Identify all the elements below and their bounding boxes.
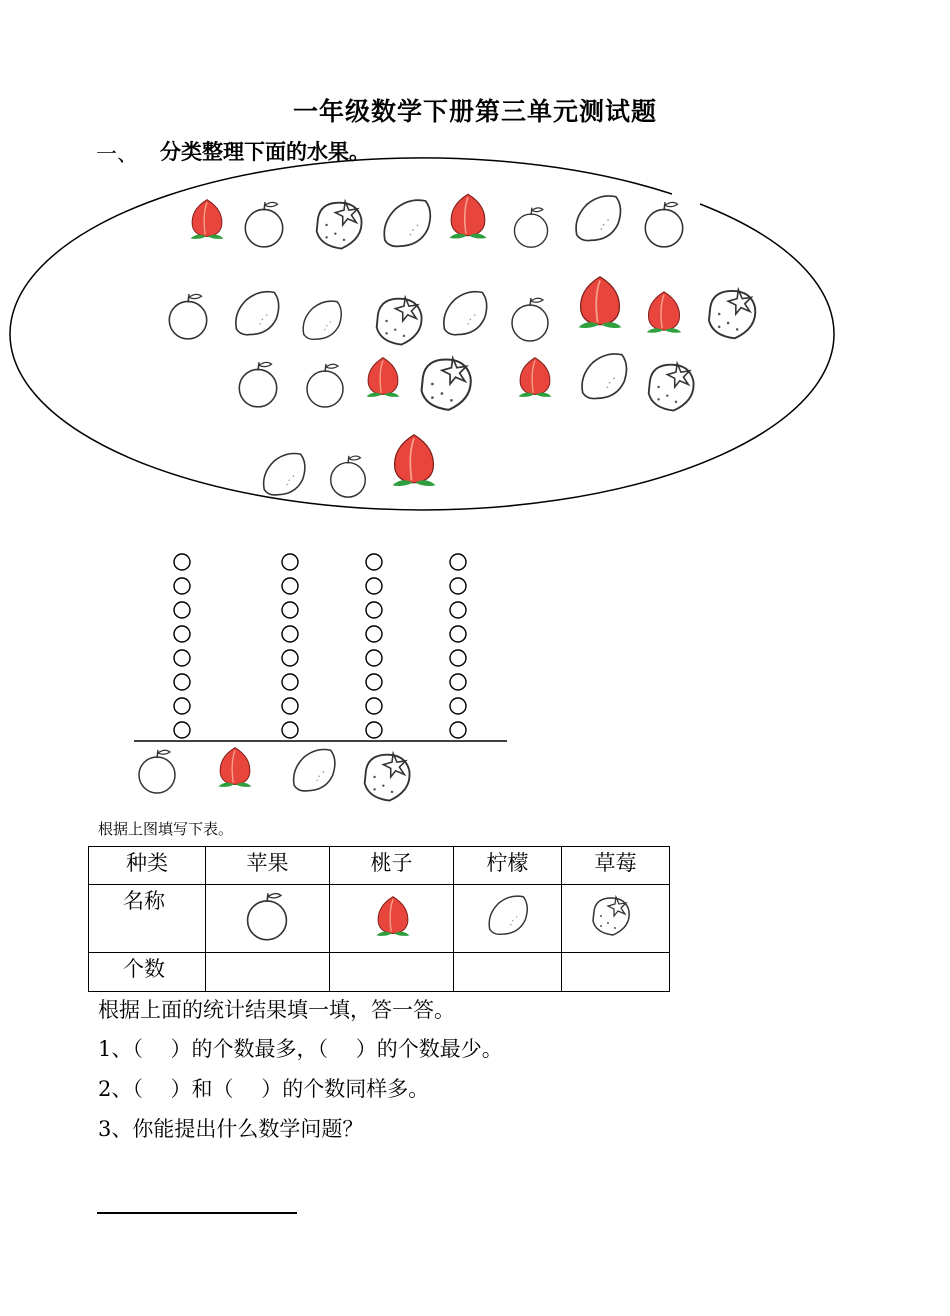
tally-circle-strawberry[interactable] [450,578,466,594]
tally-circle-peach[interactable] [282,554,298,570]
tally-circle-apple[interactable] [174,722,190,738]
apple-icon [638,198,690,254]
tally-circle-peach[interactable] [282,674,298,690]
table-header-peach: 桃子 [330,847,454,885]
tally-circle-apple[interactable] [174,698,190,714]
tally-circle-peach[interactable] [282,626,298,642]
tally-circle-strawberry[interactable] [450,674,466,690]
tally-circle-peach[interactable] [282,578,298,594]
strawberry-icon [700,282,764,350]
table-count-apple[interactable] [206,953,330,992]
apple-icon [508,204,554,254]
tally-circle-apple[interactable] [174,650,190,666]
strawberry-icon [412,350,480,422]
peach-icon [442,190,494,246]
peach-icon [370,893,453,944]
question-1: 1、（ ）的个数最多，（ ）的个数最少。 [98,1037,503,1061]
peach-icon [512,354,558,404]
table-row-kind [89,847,670,885]
peach-icon [360,354,406,404]
table-header-apple: 苹果 [206,847,330,885]
tally-circle-lemon[interactable] [366,722,382,738]
apple-icon [238,198,290,254]
lemon-icon [438,286,492,344]
tally-circle-apple[interactable] [174,602,190,618]
tally-circle-peach[interactable] [282,698,298,714]
table-cell-lemon-icon [454,885,562,953]
tally-circle-lemon[interactable] [366,554,382,570]
table-count-strawberry[interactable] [562,953,670,992]
apple-icon [324,452,372,504]
table-label-count: 个数 [89,953,206,992]
table-row-count [89,953,670,992]
table-cell-strawberry-icon [562,885,670,953]
questions-intro: 根据上面的统计结果填一填，答一答。 [98,998,455,1022]
strawberry-icon [586,891,669,946]
lemon-icon [378,194,436,256]
tally-circle-strawberry[interactable] [450,602,466,618]
table-instruction: 根据上图填写下表。 [98,820,234,838]
table-label-name: 名称 [89,885,206,953]
tally-circle-strawberry[interactable] [450,650,466,666]
apple-icon [162,290,214,346]
table-count-peach[interactable] [330,953,454,992]
table-header-strawberry: 草莓 [562,847,670,885]
tally-circle-peach[interactable] [282,722,298,738]
tally-circle-lemon[interactable] [366,602,382,618]
tally-circle-apple[interactable] [174,626,190,642]
tally-table [88,846,670,992]
lemon-icon [258,448,310,504]
strawberry-icon [308,194,370,260]
tally-circle-grid [174,554,466,738]
question-2: 2、（ ）和（ ）的个数同样多。 [98,1077,430,1101]
section-number: 一、 [96,142,138,166]
table-header-lemon: 柠檬 [454,847,562,885]
tally-circle-peach[interactable] [282,650,298,666]
apple-icon [505,294,555,348]
tally-circle-lemon[interactable] [366,674,382,690]
lemon-icon [570,190,626,250]
tally-circle-strawberry[interactable] [450,626,466,642]
tally-circle-apple[interactable] [174,554,190,570]
lemon-icon [298,296,346,348]
apple-icon [240,889,329,948]
lemon-icon [230,286,284,344]
table-header-kind: 种类 [89,847,206,885]
tally-circle-strawberry[interactable] [450,698,466,714]
table-row-name [89,885,670,953]
tally-circle-lemon[interactable] [366,578,382,594]
lemon-icon [576,348,632,408]
peach-icon [384,430,444,494]
peach-icon [640,288,688,340]
tally-circle-lemon[interactable] [366,650,382,666]
peach-icon [570,272,630,336]
tally-circle-strawberry[interactable] [450,554,466,570]
table-count-lemon[interactable] [454,953,562,992]
peach-icon [184,196,230,246]
table-cell-apple-icon [206,885,330,953]
lemon-icon [288,744,340,800]
apple-icon [300,360,350,414]
table-cell-peach-icon [330,885,454,953]
answer-line[interactable] [97,1212,297,1214]
apple-icon [232,358,284,414]
tally-circle-apple[interactable] [174,578,190,594]
tally-circle-lemon[interactable] [366,698,382,714]
peach-icon [212,744,258,794]
tally-circle-lemon[interactable] [366,626,382,642]
question-3: 3、你能提出什么数学问题？ [98,1117,364,1141]
tally-circle-peach[interactable] [282,602,298,618]
tally-circle-apple[interactable] [174,674,190,690]
lemon-icon [484,891,561,944]
page-title: 一年级数学下册第三单元测试题 [292,97,657,126]
tally-circle-strawberry[interactable] [450,722,466,738]
strawberry-icon [356,746,418,812]
section-heading: 分类整理下面的水果。 [160,140,370,164]
strawberry-icon [640,356,702,422]
apple-icon [132,746,182,800]
strawberry-icon [368,290,430,356]
